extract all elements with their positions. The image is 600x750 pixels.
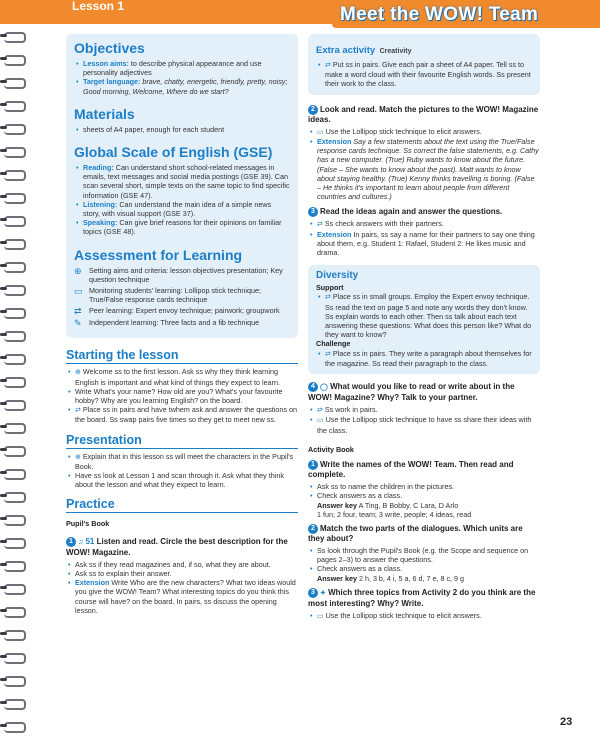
- binding-ring: [4, 124, 24, 133]
- creativity-tag: Creativity: [379, 48, 412, 55]
- page-title: Meet the WOW! Team: [332, 2, 600, 28]
- binding-ring: [4, 239, 24, 248]
- list-item: • ⇄ Put ss in pairs. Give each pair a sheet of A4 paper. Tell ss to make a word cloud with their favourite English words. Ss present their work to the class.: [316, 60, 532, 89]
- lightbulb-icon: ✦: [320, 589, 326, 597]
- binding-ring: [4, 400, 24, 409]
- list-item: • ⊕ Welcome ss to the first lesson. Ask ss why they think learning English is important and what kind of things they expect to learn.: [66, 367, 298, 386]
- task1-list: [66, 560, 298, 615]
- assessment-title: Assessment for Learning: [74, 246, 243, 263]
- list-item: • Extension In pairs, ss say a name for their partners to say one thing about them, e.g. Student 1: Rafael, Student 2: He likes music and drama.: [308, 230, 540, 258]
- binding-ring: [4, 377, 24, 386]
- task2-section: [308, 105, 540, 202]
- list-item: • Ss look through the Pupil's Book (e.g. the Scope and sequence on pages 2–3) to answer the questions.: [308, 546, 540, 564]
- peer-icon: ⇄: [325, 350, 333, 358]
- list-item: • ⇄ Place ss in pairs and have twhem ask and answer the questions on the board. Ss swap pairs five times so they get to meet new ss.: [66, 405, 298, 424]
- list-item: • ⊕ Explain that in this lesson ss will meet the characters in the Pupil's Book.: [66, 452, 298, 471]
- binding-ring: [4, 216, 24, 225]
- starting-list: [66, 367, 298, 424]
- left-column: [66, 34, 298, 615]
- list-item: • ▭ Use the Lollipop stick technique to have ss share their ideas with the class.: [308, 415, 540, 434]
- objectives-title: Objectives: [74, 40, 145, 56]
- binding-ring: [4, 32, 24, 41]
- assessment-row: ⇄ Peer learning: Expert envoy technique; pairwork; groupwork: [74, 306, 280, 317]
- headphones-icon: ♫: [78, 538, 84, 546]
- audio-track: 51: [85, 536, 95, 546]
- task-heading: 1 ♫ 51 Listen and read. Circle the best description for the WOW! Magazine.: [66, 536, 288, 557]
- list-item: • Check answers as a class.: [308, 491, 540, 500]
- ab-task3-section: [308, 588, 540, 621]
- page-number: 23: [560, 716, 573, 728]
- task-heading: 1 Write the names of the WOW! Team. Then read and complete.: [308, 460, 514, 480]
- binding-ring: [4, 722, 24, 731]
- info-panel: [66, 34, 298, 338]
- activity-book-label: Activity Book: [308, 444, 354, 454]
- task-number: 1: [308, 460, 318, 470]
- practice-title: Practice: [66, 497, 298, 513]
- task4-section: [308, 382, 540, 435]
- list-item: • Speaking: Can give brief reasons for their opinions on familiar topics (GSE 48).: [74, 218, 290, 236]
- objectives-list: [74, 59, 290, 96]
- list-item: • Write What's your name? How old are you? What's your favourite hobby? Why are you learning English? on the board.: [66, 387, 298, 405]
- binding-ring: [4, 676, 24, 685]
- pupils-book-label: Pupil's Book: [66, 519, 110, 529]
- presentation-list: [66, 452, 298, 490]
- spiral-binding: [0, 24, 40, 750]
- list-item: • Ask ss if they read magazines and, if so, what they are about.: [66, 560, 298, 569]
- independent-icon: ✎: [74, 318, 82, 329]
- list-item: • ▭ Use the Lollipop stick technique to elicit answers.: [308, 127, 540, 137]
- gse-list: [74, 163, 290, 237]
- extra-list: [316, 60, 532, 89]
- support-title: Support: [316, 283, 344, 293]
- list-item: • Lesson aims: to describe physical appearance and use personality adjectives: [74, 59, 290, 77]
- binding-ring: [4, 354, 24, 363]
- list-item: • Check answers as a class.: [308, 564, 540, 573]
- task-number: 2: [308, 105, 318, 115]
- target-icon: ⊕: [74, 265, 82, 276]
- assessment-row: ▭ Monitoring students' learning: Lollipop stick technique; True/False response cards technique: [74, 286, 261, 305]
- starting-section: [66, 348, 298, 424]
- binding-ring: [4, 262, 24, 271]
- task-number: 3: [308, 207, 318, 217]
- peer-icon: ⇄: [74, 306, 82, 317]
- peer-icon: ⇄: [325, 294, 333, 302]
- ab-task3-list: [308, 611, 540, 621]
- list-item: • ⇄ Place ss in pairs. They write a paragraph about themselves for the magazine. Ss read their paragraph to the class.: [316, 349, 532, 368]
- ab-task1-list: [308, 482, 540, 500]
- binding-ring: [4, 78, 24, 87]
- binding-ring: [4, 699, 24, 708]
- binding-ring: [4, 630, 24, 639]
- binding-ring: [4, 492, 24, 501]
- task-heading: 2 Match the two parts of the dialogues. Which units are they about?: [308, 524, 523, 544]
- binding-ring: [4, 538, 24, 547]
- list-item: • Have ss look at Lesson 1 and scan through it. Ask what they think about the lesson and what they expect to learn.: [66, 471, 298, 489]
- challenge-list: [316, 349, 532, 368]
- task3-section: [308, 207, 540, 257]
- peer-icon: ⇄: [317, 221, 325, 229]
- ab-task2-list: [308, 546, 540, 574]
- target-icon: ⊕: [75, 453, 83, 461]
- task2-list: [308, 127, 540, 202]
- task-heading: 4 ◯ What would you like to read or write about in the WOW! Magazine? Why? Talk to your partner.: [308, 382, 515, 403]
- starting-title: Starting the lesson: [66, 348, 298, 364]
- list-item: • sheets of A4 paper, enough for each student: [74, 125, 290, 134]
- task-heading: 3 Read the ideas again and answer the questions.: [308, 207, 540, 217]
- extra-activity-panel: [308, 34, 540, 95]
- monitor-icon: ▭: [317, 417, 326, 425]
- task-heading: 2 Look and read. Match the pictures to the WOW! Magazine ideas.: [308, 104, 539, 124]
- monitor-icon: ▭: [317, 128, 326, 136]
- task4-list: [308, 405, 540, 435]
- answer-key-line-2: 1 fun; 2 four, team; 3 write, people; 4 ideas, read: [317, 509, 472, 519]
- presentation-section: [66, 433, 298, 490]
- binding-ring: [4, 193, 24, 202]
- binding-ring: [4, 515, 24, 524]
- binding-ring: [4, 147, 24, 156]
- task-number: 1: [66, 537, 76, 547]
- assessment-row: ⊕ Setting aims and criteria: lesson objectives presentation; Key question technique: [74, 265, 283, 284]
- list-item: • ⇄ Ss check answers with their partners.: [308, 219, 540, 229]
- assessment-list: [74, 266, 290, 329]
- practice-section: [66, 497, 298, 615]
- task-number: 3: [308, 588, 318, 598]
- list-item: • Extension Say a few statements about the text using the True/False response cards technique. Ss correct the false statements, e.g. Cathy has a new computer. (True) Ruby wants to know about the future. (False – She wants to know about the past). Matt wants to know about staying healthy. (True) Kenny thinks travelling is boring. (False – He thinks it's important to learn about people from different countries and cultures.): [308, 137, 540, 201]
- peer-icon: ⇄: [317, 407, 325, 415]
- list-item: • Listening: Can understand the main idea of a simple news story, with visual support (GSE 37).: [74, 200, 290, 218]
- ab-task2-section: [308, 524, 540, 583]
- task-heading: 3 ✦ Which three topics from Activity 2 do you think are the most interesting? Why? Write.: [308, 587, 536, 608]
- task3-list: [308, 219, 540, 257]
- diversity-panel: [308, 265, 540, 374]
- peer-icon: ⇄: [325, 62, 333, 69]
- answer-key: Answer key 2 h, 3 b, 4 i, 5 a, 6 d, 7 e, 8 c, 9 g: [317, 573, 465, 583]
- binding-ring: [4, 101, 24, 110]
- list-item: • Extension Write Who are the new characters? What two ideas would you give the WOW! Team? What interesting topics do you think this course will have? on the board. In pairs, ss discuss the opening lesson.: [66, 578, 298, 615]
- gse-title: Global Scale of English (GSE): [74, 144, 273, 161]
- binding-ring: [4, 584, 24, 593]
- binding-ring: [4, 285, 24, 294]
- extra-activity-title: Extra activity: [316, 45, 376, 56]
- task-number: 2: [308, 524, 318, 534]
- binding-ring: [4, 423, 24, 432]
- peer-icon: ⇄: [75, 407, 83, 415]
- list-item: • ⇄ Ss work in pairs.: [308, 405, 540, 415]
- support-list: [316, 292, 532, 339]
- assessment-row: ✎ Independent learning: Three facts and a fib technique: [74, 318, 260, 329]
- speech-bubble-icon: ◯: [320, 384, 328, 392]
- monitor-icon: ▭: [317, 612, 326, 620]
- diversity-title: Diversity: [316, 270, 359, 282]
- materials-list: [74, 125, 290, 134]
- binding-ring: [4, 308, 24, 317]
- materials-title: Materials: [74, 105, 135, 122]
- binding-ring: [4, 561, 24, 570]
- binding-ring: [4, 170, 24, 179]
- list-item: • Target language: brave, chatty, energetic, friendly, pretty, noisy; Good morning, Welcome, Where do we start?: [74, 77, 290, 95]
- list-item: • Reading: Can understand short school-related messages in emails, text messages and social media postings (GSE 39). Can scan several short, simple texts on the same topic to find specific information (GSE 47).: [74, 163, 290, 200]
- binding-ring: [4, 55, 24, 64]
- presentation-title: Presentation: [66, 433, 298, 449]
- list-item: • Ask ss to explain their answer.: [66, 569, 298, 578]
- lesson-label: Lesson 1: [72, 0, 125, 13]
- binding-ring: [4, 469, 24, 478]
- target-icon: ⊕: [75, 369, 83, 377]
- challenge-title: Challenge: [316, 339, 351, 349]
- list-item: • Ask ss to name the children in the pictures.: [308, 482, 540, 491]
- binding-ring: [4, 446, 24, 455]
- right-column: [308, 34, 540, 621]
- list-item: • ▭ Use the Lollipop stick technique to elicit answers.: [308, 611, 540, 621]
- binding-ring: [4, 653, 24, 662]
- binding-ring: [4, 331, 24, 340]
- binding-ring: [4, 607, 24, 616]
- task-number: 4: [308, 382, 318, 392]
- answer-key: Answer key A Ting, B Bobby, C Lara, D Arlo: [317, 500, 459, 510]
- ab-task1-section: [308, 460, 540, 519]
- list-item: • ⇄ Place ss in small groups. Employ the Expert envoy technique. Ss read the text on page 5 and note any words they don't know. Ss explain words to each other. Then ss talk about each text answering these questions: What does this person like? What do they want to know?: [316, 292, 532, 339]
- monitor-icon: ▭: [74, 286, 83, 297]
